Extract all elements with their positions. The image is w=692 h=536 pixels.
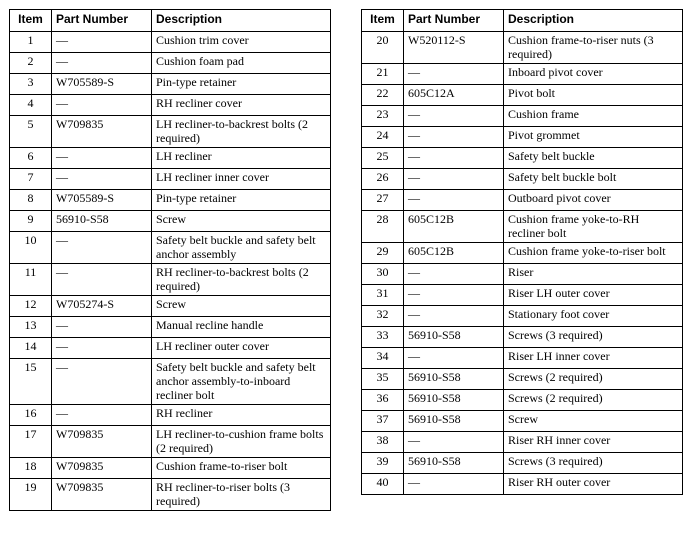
item-cell: 35 [362, 369, 404, 390]
table-row [362, 106, 683, 127]
description-cell: LH recliner-to-cushion frame bolts (2 required) [152, 426, 331, 458]
table-header-row [10, 10, 331, 32]
description-cell: Pivot bolt [504, 85, 683, 106]
item-cell: 34 [362, 348, 404, 369]
part-number-cell: — [52, 148, 152, 169]
table-row [362, 127, 683, 148]
table-row [362, 190, 683, 211]
part-number-cell: 56910-S58 [52, 211, 152, 232]
part-number-cell: W709835 [52, 458, 152, 479]
description-cell: Cushion frame yoke-to-RH recliner bolt [504, 211, 683, 243]
item-cell: 6 [10, 148, 52, 169]
description-cell: LH recliner inner cover [152, 169, 331, 190]
description-cell: Cushion frame yoke-to-riser bolt [504, 243, 683, 264]
description-cell: Riser RH inner cover [504, 432, 683, 453]
item-cell: 12 [10, 296, 52, 317]
part-number-cell: — [52, 317, 152, 338]
item-cell: 17 [10, 426, 52, 458]
item-cell: 33 [362, 327, 404, 348]
item-cell: 4 [10, 95, 52, 116]
table-row [362, 327, 683, 348]
description-cell: Screws (2 required) [504, 390, 683, 411]
description-cell: Screw [152, 296, 331, 317]
part-number-cell: — [404, 264, 504, 285]
table-row [362, 64, 683, 85]
part-number-cell: 605C12A [404, 85, 504, 106]
description-cell: Pin-type retainer [152, 74, 331, 95]
table-row [362, 148, 683, 169]
item-cell: 1 [10, 32, 52, 53]
item-cell: 16 [10, 405, 52, 426]
part-number-cell: — [404, 106, 504, 127]
item-cell: 19 [10, 479, 52, 511]
table-row [10, 338, 331, 359]
part-number-cell: — [404, 169, 504, 190]
item-cell: 22 [362, 85, 404, 106]
part-number-cell: — [52, 405, 152, 426]
header-description: Description [152, 10, 331, 32]
table-row [10, 169, 331, 190]
description-cell: Safety belt buckle [504, 148, 683, 169]
part-number-cell: 56910-S58 [404, 390, 504, 411]
parts-table-left [9, 9, 331, 511]
description-cell: Screws (2 required) [504, 369, 683, 390]
part-number-cell: — [52, 359, 152, 405]
table-row [10, 95, 331, 116]
table-row [10, 458, 331, 479]
part-number-cell: — [52, 53, 152, 74]
part-number-cell: W520112-S [404, 32, 504, 64]
item-cell: 13 [10, 317, 52, 338]
description-cell: Riser [504, 264, 683, 285]
part-number-cell: 56910-S58 [404, 327, 504, 348]
part-number-cell: — [52, 32, 152, 53]
item-cell: 14 [10, 338, 52, 359]
item-cell: 10 [10, 232, 52, 264]
table-row [362, 243, 683, 264]
table-row [10, 116, 331, 148]
part-number-cell: 56910-S58 [404, 369, 504, 390]
description-cell: RH recliner-to-riser bolts (3 required) [152, 479, 331, 511]
item-cell: 26 [362, 169, 404, 190]
table-row [362, 306, 683, 327]
header-item: Item [362, 10, 404, 32]
table-row [362, 369, 683, 390]
description-cell: Safety belt buckle bolt [504, 169, 683, 190]
item-cell: 31 [362, 285, 404, 306]
item-cell: 28 [362, 211, 404, 243]
part-number-cell: — [52, 95, 152, 116]
description-cell: Pin-type retainer [152, 190, 331, 211]
header-description: Description [504, 10, 683, 32]
table-row [10, 359, 331, 405]
part-number-cell: W705589-S [52, 74, 152, 95]
parts-table-right [361, 9, 683, 495]
header-item: Item [10, 10, 52, 32]
table-row [362, 169, 683, 190]
item-cell: 25 [362, 148, 404, 169]
table-row [362, 453, 683, 474]
table-row [10, 479, 331, 511]
table-header-row [362, 10, 683, 32]
part-number-cell: — [404, 474, 504, 495]
description-cell: Inboard pivot cover [504, 64, 683, 85]
table-row [10, 264, 331, 296]
table-row [10, 211, 331, 232]
item-cell: 23 [362, 106, 404, 127]
part-number-cell: W709835 [52, 426, 152, 458]
item-cell: 37 [362, 411, 404, 432]
item-cell: 38 [362, 432, 404, 453]
description-cell: Screws (3 required) [504, 453, 683, 474]
description-cell: Outboard pivot cover [504, 190, 683, 211]
item-cell: 20 [362, 32, 404, 64]
table-row [362, 32, 683, 64]
table-row [362, 432, 683, 453]
description-cell: Pivot grommet [504, 127, 683, 148]
description-cell: Cushion trim cover [152, 32, 331, 53]
table-row [362, 474, 683, 495]
description-cell: Safety belt buckle and safety belt anchor assembly-to-inboard recliner bolt [152, 359, 331, 405]
description-cell: Cushion frame-to-riser bolt [152, 458, 331, 479]
part-number-cell: — [52, 264, 152, 296]
table-row [10, 74, 331, 95]
description-cell: LH recliner [152, 148, 331, 169]
item-cell: 27 [362, 190, 404, 211]
part-number-cell: — [404, 432, 504, 453]
description-cell: Manual recline handle [152, 317, 331, 338]
part-number-cell: — [404, 127, 504, 148]
item-cell: 8 [10, 190, 52, 211]
part-number-cell: W705274-S [52, 296, 152, 317]
description-cell: Screw [152, 211, 331, 232]
description-cell: Safety belt buckle and safety belt anchor assembly [152, 232, 331, 264]
item-cell: 7 [10, 169, 52, 190]
table-row [10, 317, 331, 338]
description-cell: Screw [504, 411, 683, 432]
item-cell: 11 [10, 264, 52, 296]
table-row [362, 211, 683, 243]
description-cell: Screws (3 required) [504, 327, 683, 348]
part-number-cell: — [404, 190, 504, 211]
table-row [10, 405, 331, 426]
description-cell: Riser RH outer cover [504, 474, 683, 495]
description-cell: Cushion frame-to-riser nuts (3 required) [504, 32, 683, 64]
part-number-cell: — [404, 348, 504, 369]
table-row [362, 390, 683, 411]
item-cell: 24 [362, 127, 404, 148]
part-number-cell: 605C12B [404, 243, 504, 264]
description-cell: RH recliner cover [152, 95, 331, 116]
table-row [362, 285, 683, 306]
description-cell: Riser LH inner cover [504, 348, 683, 369]
part-number-cell: W709835 [52, 116, 152, 148]
table-row [362, 264, 683, 285]
part-number-cell: — [52, 169, 152, 190]
item-cell: 36 [362, 390, 404, 411]
item-cell: 5 [10, 116, 52, 148]
part-number-cell: — [404, 285, 504, 306]
item-cell: 40 [362, 474, 404, 495]
description-cell: Cushion frame [504, 106, 683, 127]
table-row [10, 296, 331, 317]
description-cell: RH recliner [152, 405, 331, 426]
description-cell: Riser LH outer cover [504, 285, 683, 306]
item-cell: 2 [10, 53, 52, 74]
part-number-cell: — [404, 64, 504, 85]
item-cell: 9 [10, 211, 52, 232]
description-cell: Stationary foot cover [504, 306, 683, 327]
part-number-cell: 56910-S58 [404, 411, 504, 432]
item-cell: 29 [362, 243, 404, 264]
table-row [362, 85, 683, 106]
description-cell: Cushion foam pad [152, 53, 331, 74]
part-number-cell: 605C12B [404, 211, 504, 243]
part-number-cell: — [404, 148, 504, 169]
table-row [10, 190, 331, 211]
item-cell: 39 [362, 453, 404, 474]
table-row [10, 426, 331, 458]
table-row [10, 148, 331, 169]
part-number-cell: — [52, 338, 152, 359]
table-row [10, 53, 331, 74]
table-row [10, 32, 331, 53]
header-part-number: Part Number [404, 10, 504, 32]
item-cell: 18 [10, 458, 52, 479]
table-row [362, 348, 683, 369]
part-number-cell: W705589-S [52, 190, 152, 211]
item-cell: 30 [362, 264, 404, 285]
part-number-cell: W709835 [52, 479, 152, 511]
table-row [10, 232, 331, 264]
table-row [362, 411, 683, 432]
item-cell: 21 [362, 64, 404, 85]
part-number-cell: 56910-S58 [404, 453, 504, 474]
description-cell: LH recliner-to-backrest bolts (2 required) [152, 116, 331, 148]
item-cell: 32 [362, 306, 404, 327]
part-number-cell: — [404, 306, 504, 327]
header-part-number: Part Number [52, 10, 152, 32]
item-cell: 3 [10, 74, 52, 95]
description-cell: RH recliner-to-backrest bolts (2 required) [152, 264, 331, 296]
item-cell: 15 [10, 359, 52, 405]
description-cell: LH recliner outer cover [152, 338, 331, 359]
part-number-cell: — [52, 232, 152, 264]
